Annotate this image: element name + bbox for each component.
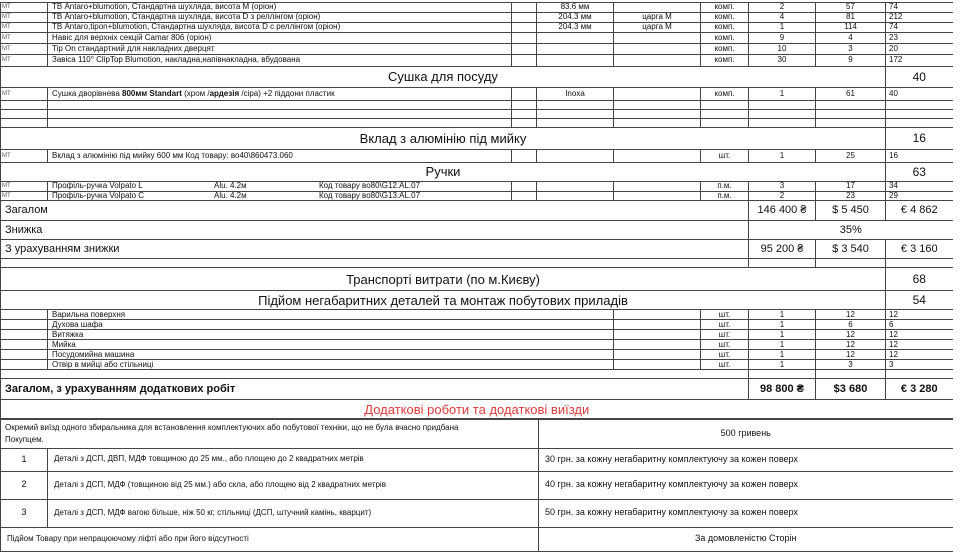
cell-qty: 9 (749, 33, 816, 44)
cell-empty (1, 110, 48, 119)
cell-empty (816, 370, 886, 379)
cell-unit: п.м. (701, 182, 749, 192)
table-row (1, 88, 953, 101)
cell-qty: 1 (749, 310, 816, 320)
cell-price: 23 (816, 192, 886, 201)
section-title: Вклад з алюмінію під мийку (1, 128, 886, 150)
extra-row-description: Деталі з ДСП, ДВП, МДФ товщиною до 25 мм., або площею до 2 квадратних метрів (48, 448, 539, 471)
cell-empty (614, 350, 701, 360)
cell-unit: комп. (701, 3, 749, 13)
section-title: Транспорті витрати (по м.Києву) (1, 268, 886, 291)
cell-empty (614, 340, 701, 350)
cell-empty (1, 119, 48, 128)
cell-empty (614, 320, 701, 330)
cell-total: 23 (886, 33, 953, 44)
cell-empty (816, 119, 886, 128)
totals-row-after-discount (1, 240, 953, 259)
cell-empty (816, 259, 886, 268)
extra-visit-row (1, 420, 953, 448)
table-row (1, 360, 953, 370)
cell-note: царга М (614, 23, 701, 33)
cell-total: 20 (886, 44, 953, 55)
cell-total: 74 (886, 23, 953, 33)
cell-unit: шт. (701, 320, 749, 330)
cell-qty: 1 (749, 320, 816, 330)
extra-works-table (0, 419, 953, 551)
cell-empty (749, 119, 816, 128)
section-title: Підйом негабаритних деталей та монтаж побутових приладів (1, 291, 886, 310)
cell-price: 114 (816, 23, 886, 33)
table-row (1, 340, 953, 350)
cell-price: 61 (816, 88, 886, 101)
extra-row-number: 2 (1, 471, 48, 499)
desc-fragment-bold: 800мм Standart (122, 88, 182, 98)
desc-fragment: Alu. 4.2м (214, 181, 247, 191)
cell-total: 34 (886, 182, 953, 192)
cell-empty (512, 182, 537, 192)
total-eur: € 3 160 (886, 240, 953, 259)
extra-visit-fee: 500 гривень (539, 420, 953, 448)
cell-note (614, 33, 701, 44)
cell-empty (701, 110, 749, 119)
spacer-row (1, 259, 953, 268)
cell-qty: 3 (749, 182, 816, 192)
cell-qty: 2 (749, 192, 816, 201)
cell-unit: шт. (701, 350, 749, 360)
table-row (1, 23, 953, 33)
grand-total-row (1, 379, 953, 400)
cell-empty (537, 110, 614, 119)
cell-description: ТВ Antaro+blumotion, Стандартна шухляда, висота М (оріон) (48, 3, 512, 13)
cell-unit: комп. (701, 44, 749, 55)
cell-empty (1, 259, 749, 268)
table-row (1, 320, 953, 330)
cell-size: 204.3 мм (537, 13, 614, 23)
cell-note: царга М (614, 13, 701, 23)
cell-marker: МТ (1, 23, 48, 33)
cell-size (537, 44, 614, 55)
desc-fragment: /сіра) +2 піддони пластик (239, 88, 335, 98)
extra-works-title: Додаткові роботи та додаткові виїзди (1, 400, 953, 419)
cell-unit: комп. (701, 13, 749, 23)
cell-description (48, 88, 512, 101)
cell-empty (614, 110, 701, 119)
cell-empty (614, 119, 701, 128)
section-total: 68 (886, 268, 953, 291)
cell-total: 212 (886, 13, 953, 23)
section-row-ruchky (1, 163, 953, 182)
cell-qty: 30 (749, 55, 816, 67)
desc-fragment: Профіль-ручка Volpato C (52, 191, 145, 200)
cell-description: Посудомийна машина (48, 350, 614, 360)
cell-description: ТВ Antaro+blumotion, Стандартна шухляда, висота D з реллінгом (оріон) (48, 13, 512, 23)
cell-size: Inoxa (537, 88, 614, 101)
desc-fragment: Сушка дворівнева (52, 88, 122, 98)
cell-empty (512, 88, 537, 101)
cell-empty (537, 119, 614, 128)
cell-marker: МТ (1, 192, 48, 201)
cell-unit: комп. (701, 55, 749, 67)
main-price-table (0, 2, 953, 419)
cell-description: Отвір в мийці або стільниці (48, 360, 614, 370)
extra-visit-description: Окремий виїзд одного збиральника для встановлення комплектуючих або побутової техніки, що не була вчасно придбана Покупцем. (1, 420, 539, 448)
cell-empty (537, 150, 614, 163)
cell-marker: МТ (1, 55, 48, 67)
cell-empty (1, 360, 48, 370)
cell-empty (614, 330, 701, 340)
section-title: Сушка для посуду (1, 67, 886, 88)
cell-empty (749, 259, 816, 268)
section-row-vklad (1, 128, 953, 150)
cell-unit: п.м. (701, 192, 749, 201)
cell-description: Мийка (48, 340, 614, 350)
cell-empty (48, 119, 512, 128)
cell-price: 12 (816, 340, 886, 350)
total-eur: € 4 862 (886, 201, 953, 221)
cell-qty: 1 (749, 360, 816, 370)
desc-fragment: Alu. 4.2м (214, 191, 247, 200)
cell-empty (512, 110, 537, 119)
cell-empty (749, 110, 816, 119)
cell-marker: МТ (1, 44, 48, 55)
cell-marker: МТ (1, 88, 48, 101)
cell-empty (537, 101, 614, 110)
extra-row-fee: 50 грн. за кожну негабаритну комплектуючу за кожен поверх (539, 499, 953, 527)
cell-empty (614, 150, 701, 163)
cell-price: 57 (816, 3, 886, 13)
cell-price: 6 (816, 320, 886, 330)
desc-fragment: (хром / (181, 88, 210, 98)
total-uah: 146 400 ₴ (749, 201, 816, 221)
cell-marker: МТ (1, 33, 48, 44)
table-row (1, 330, 953, 340)
cell-unit: шт. (701, 150, 749, 163)
cell-empty (512, 101, 537, 110)
cell-marker: МТ (1, 150, 48, 163)
lift-fee: За домовленістю Сторін (539, 527, 953, 551)
cell-empty (816, 101, 886, 110)
cell-total: 172 (886, 55, 953, 67)
totals-label: Знижка (1, 221, 749, 240)
cell-unit: шт. (701, 340, 749, 350)
cell-marker: МТ (1, 13, 48, 23)
cell-empty (1, 330, 48, 340)
cell-empty (48, 110, 512, 119)
cell-qty: 1 (749, 330, 816, 340)
desc-fragment: Код товару во80\G12.AL.07 (319, 181, 421, 191)
cell-qty: 1 (749, 23, 816, 33)
table-row (1, 350, 953, 360)
spacer-row (1, 110, 953, 119)
cell-total: 6 (886, 320, 953, 330)
desc-fragment-bold: ардезія (209, 88, 240, 98)
cell-unit: шт. (701, 310, 749, 320)
cell-description: Витяжка (48, 330, 614, 340)
cell-size: 204.3 мм (537, 23, 614, 33)
cell-size (537, 55, 614, 67)
cell-price: 12 (816, 350, 886, 360)
cell-empty (816, 110, 886, 119)
cell-qty: 1 (749, 350, 816, 360)
cell-total: 74 (886, 3, 953, 13)
grand-total-uah: 98 800 ₴ (749, 379, 816, 400)
totals-row-discount (1, 221, 953, 240)
table-row (1, 182, 953, 192)
lift-description: Підйом Товару при непрацюючому ліфті або при його відсутності (1, 527, 539, 551)
lift-row (1, 527, 953, 551)
grand-total-label: Загалом, з урахуванням додаткових робіт (1, 379, 749, 400)
cell-empty (512, 44, 537, 55)
cell-marker: МТ (1, 182, 48, 192)
cell-empty (512, 23, 537, 33)
cell-unit: шт. (701, 330, 749, 340)
table-row (1, 150, 953, 163)
cell-empty (537, 192, 614, 201)
cell-empty (701, 119, 749, 128)
cell-description: Вклад з алюмінію під мийку 600 мм Код товару: во40\860473.060 (48, 150, 512, 163)
cell-price: 3 (816, 360, 886, 370)
cell-price: 17 (816, 182, 886, 192)
cell-empty (512, 192, 537, 201)
cell-description: Духова шафа (48, 320, 614, 330)
extra-row (1, 448, 953, 471)
totals-label: З урахуванням знижки (1, 240, 749, 259)
section-total: 63 (886, 163, 953, 182)
cell-empty (537, 182, 614, 192)
section-total: 54 (886, 291, 953, 310)
cell-empty (701, 101, 749, 110)
cell-empty (749, 101, 816, 110)
cell-unit: шт. (701, 360, 749, 370)
grand-total-eur: € 3 280 (886, 379, 953, 400)
cell-price: 3 (816, 44, 886, 55)
section-title: Ручки (1, 163, 886, 182)
cell-size (537, 33, 614, 44)
cell-unit: комп. (701, 23, 749, 33)
total-usd: $ 5 450 (816, 201, 886, 221)
cell-marker: МТ (1, 3, 48, 13)
cell-price: 25 (816, 150, 886, 163)
spacer-row (1, 101, 953, 110)
extra-works-header-row (1, 400, 953, 419)
total-usd: $ 3 540 (816, 240, 886, 259)
cell-empty (512, 119, 537, 128)
cell-empty (886, 370, 953, 379)
cell-qty: 4 (749, 13, 816, 23)
section-row-sushka (1, 67, 953, 88)
cell-qty: 1 (749, 150, 816, 163)
cell-price: 9 (816, 55, 886, 67)
cell-empty (1, 370, 749, 379)
cell-qty: 10 (749, 44, 816, 55)
cell-total: 12 (886, 340, 953, 350)
section-row-pidyom (1, 291, 953, 310)
cell-size: 83.6 мм (537, 3, 614, 13)
cell-note (614, 44, 701, 55)
section-total: 16 (886, 128, 953, 150)
table-row (1, 44, 953, 55)
table-row (1, 310, 953, 320)
cell-empty (512, 33, 537, 44)
cell-empty (1, 350, 48, 360)
cell-total: 16 (886, 150, 953, 163)
table-row (1, 192, 953, 201)
grand-total-usd: $3 680 (816, 379, 886, 400)
cell-empty (614, 192, 701, 201)
cell-empty (614, 182, 701, 192)
totals-label: Загалом (1, 201, 749, 221)
cell-empty (886, 119, 953, 128)
cell-empty (749, 370, 816, 379)
table-row (1, 33, 953, 44)
cell-empty (614, 360, 701, 370)
cell-total: 12 (886, 350, 953, 360)
section-total: 40 (886, 67, 953, 88)
cell-description (48, 182, 512, 192)
cell-empty (512, 150, 537, 163)
cell-total: 3 (886, 360, 953, 370)
extra-row-number: 3 (1, 499, 48, 527)
cell-total: 29 (886, 192, 953, 201)
total-uah: 95 200 ₴ (749, 240, 816, 259)
cell-description: ТВ Antaro,tipon+blumotion, Стандартна шухляда, висота D с реллінгом (оріон) (48, 23, 512, 33)
cell-description: Завіса 110° ClipTop Blumotion, накладна,напівнакладна, вбудована (48, 55, 512, 67)
extra-row (1, 499, 953, 527)
extra-row-description: Деталі з ДСП, МДФ (товщиною від 25 мм.) або скла, або площею від 2 квадратних метрів (48, 471, 539, 499)
table-row (1, 3, 953, 13)
cell-empty (886, 101, 953, 110)
cell-price: 12 (816, 330, 886, 340)
cell-empty (614, 101, 701, 110)
cell-description: Варильна поверхня (48, 310, 614, 320)
cell-total: 12 (886, 310, 953, 320)
spacer-row (1, 119, 953, 128)
cell-empty (886, 259, 953, 268)
cell-note (614, 55, 701, 67)
cell-note (614, 3, 701, 13)
cell-price: 4 (816, 33, 886, 44)
cell-empty (512, 13, 537, 23)
cell-empty (512, 3, 537, 13)
cell-empty (512, 55, 537, 67)
section-row-transport (1, 268, 953, 291)
extra-row-description: Деталі з ДСП, МДФ вагою більше, ніж 50 кг, стільниці (ДСП, штучний камінь, кварцит) (48, 499, 539, 527)
cell-empty (1, 340, 48, 350)
cell-description: Навіс для верхніх секцій Camar 806 (оріон) (48, 33, 512, 44)
extra-row-fee: 30 грн. за кожну негабаритну комплектуючу за кожен поверх (539, 448, 953, 471)
cell-total: 40 (886, 88, 953, 101)
cell-unit: комп. (701, 88, 749, 101)
cell-empty (1, 101, 48, 110)
cell-price: 81 (816, 13, 886, 23)
cell-qty: 1 (749, 88, 816, 101)
extra-row-number: 1 (1, 448, 48, 471)
cell-description (48, 192, 512, 201)
spacer-row (1, 370, 953, 379)
cell-qty: 1 (749, 340, 816, 350)
extra-row-fee: 40 грн. за кожну негабаритну комплектуючу за кожен поверх (539, 471, 953, 499)
table-row (1, 55, 953, 67)
cell-price: 12 (816, 310, 886, 320)
discount-value: 35% (749, 221, 953, 240)
extra-row (1, 471, 953, 499)
totals-row-zagalom (1, 201, 953, 221)
cell-empty (886, 110, 953, 119)
cell-qty: 2 (749, 3, 816, 13)
desc-fragment: Профіль-ручка Volpato L (52, 181, 143, 191)
cell-description: Tip On стандартний для накладних дверцят (48, 44, 512, 55)
cell-total: 12 (886, 330, 953, 340)
cell-empty (1, 310, 48, 320)
cell-empty (1, 320, 48, 330)
cell-empty (48, 101, 512, 110)
desc-fragment: Код товару во80\G13.AL.07 (319, 191, 421, 200)
cell-unit: комп. (701, 33, 749, 44)
table-row (1, 13, 953, 23)
cell-empty (614, 88, 701, 101)
cell-empty (614, 310, 701, 320)
